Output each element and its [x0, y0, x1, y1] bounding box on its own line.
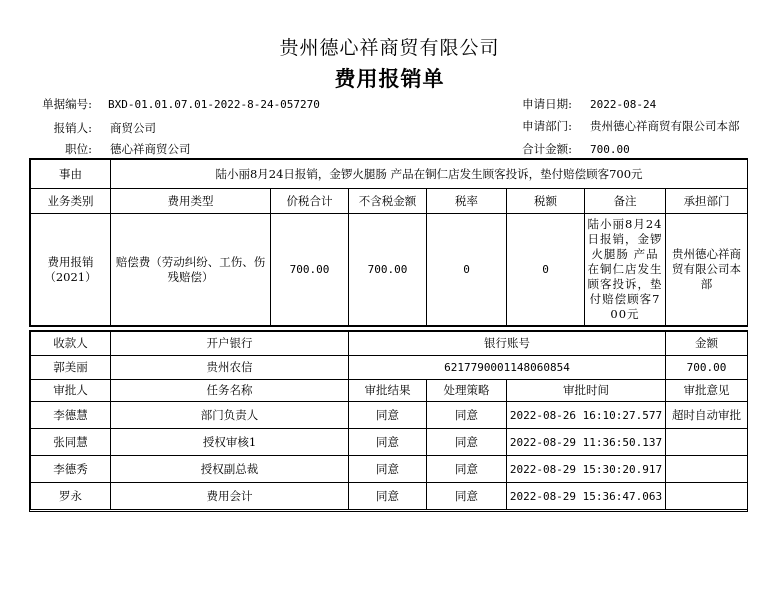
- company-name: 贵州德心祥商贸有限公司: [279, 37, 500, 59]
- header-time: 审批时间: [507, 380, 666, 402]
- header-strategy: 处理策略: [427, 380, 507, 402]
- expense-total-with-tax: 700.00: [271, 214, 349, 326]
- position-value: 德心祥商贸公司: [110, 142, 191, 156]
- header-opinion: 审批意见: [666, 380, 748, 402]
- expense-category: 费用报销（2021）: [31, 214, 111, 326]
- expense-tax: 0: [507, 214, 585, 326]
- approval-time: 2022-08-29 15:30:20.917: [507, 456, 666, 483]
- header-total-with-tax: 价税合计: [271, 189, 349, 214]
- header-tax: 税额: [507, 189, 585, 214]
- expense-type: 赔偿费（劳动纠纷、工伤、伤残赔偿）: [111, 214, 271, 326]
- approval-result: 同意: [349, 429, 427, 456]
- approval-task: 部门负责人: [111, 402, 349, 429]
- approval-strategy: 同意: [427, 402, 507, 429]
- header-dept: 承担部门: [666, 189, 748, 214]
- doc-no-label: 单据编号:: [42, 97, 92, 111]
- approval-time: 2022-08-29 11:36:50.137: [507, 429, 666, 456]
- approver-name: 罗永: [31, 483, 111, 510]
- approval-time: 2022-08-29 15:36:47.063: [507, 483, 666, 510]
- applicant-label: 报销人:: [53, 121, 92, 135]
- date-label: 申请日期:: [522, 97, 572, 111]
- meta-position: [40, 141, 191, 157]
- approval-task: 费用会计: [111, 483, 349, 510]
- approver-name: 张同慧: [31, 429, 111, 456]
- header-approver: 审批人: [31, 380, 111, 402]
- expense-table-border: [29, 158, 748, 327]
- payee-account: 6217790001148060854: [349, 356, 666, 380]
- approver-name: 李德秀: [31, 456, 111, 483]
- payee-amount: 700.00: [666, 356, 748, 380]
- approval-result: 同意: [349, 483, 427, 510]
- approval-strategy: 同意: [427, 429, 507, 456]
- applicant-value: 商贸公司: [110, 121, 156, 135]
- payee-bank: 贵州农信: [111, 356, 349, 380]
- doc-no-value: BXD-01.01.07.01-2022-8-24-057270: [108, 98, 320, 111]
- payee-name: 郭美丽: [31, 356, 111, 380]
- header-note: 备注: [585, 189, 666, 214]
- header-amount: 金额: [666, 332, 748, 356]
- header-account: 银行账号: [349, 332, 666, 356]
- header-type: 费用类型: [111, 189, 271, 214]
- meta-dept: [516, 118, 740, 134]
- position-label: 职位:: [65, 142, 92, 156]
- expense-dept: 贵州德心祥商贸有限公司本部: [666, 214, 748, 326]
- expense-amount-ex-tax: 700.00: [349, 214, 427, 326]
- reason-text: 陆小丽8月24日报销，金锣火腿肠 产品在铜仁店发生顾客投诉，垫付赔偿顾客700元: [111, 160, 748, 189]
- meta-doc-no: [40, 96, 320, 112]
- header-amount-ex-tax: 不含税金额: [349, 189, 427, 214]
- document-title: 费用报销单: [334, 66, 445, 91]
- total-label: 合计金额:: [522, 142, 572, 156]
- approval-strategy: 同意: [427, 456, 507, 483]
- header-category: 业务类别: [31, 189, 111, 214]
- meta-date: [516, 96, 656, 112]
- expense-tax-rate: 0: [427, 214, 507, 326]
- header-task: 任务名称: [111, 380, 349, 402]
- approval-result: 同意: [349, 456, 427, 483]
- header-tax-rate: 税率: [427, 189, 507, 214]
- payee-approval-table-border: [29, 330, 748, 512]
- header-payee: 收款人: [31, 332, 111, 356]
- approval-task: 授权审核1: [111, 429, 349, 456]
- approval-result: 同意: [349, 402, 427, 429]
- date-value: 2022-08-24: [590, 98, 657, 111]
- approval-opinion: 超时自动审批: [666, 402, 748, 429]
- dept-label: 申请部门:: [522, 119, 572, 133]
- expense-note: 陆小丽8月24日报销，金锣火腿肠 产品在铜仁店发生顾客投诉，垫付赔偿顾客700元: [585, 214, 666, 326]
- approval-strategy: 同意: [427, 483, 507, 510]
- header-bank: 开户银行: [111, 332, 349, 356]
- header-result: 审批结果: [349, 380, 427, 402]
- approval-time: 2022-08-26 16:10:27.577: [507, 402, 666, 429]
- approval-task: 授权副总裁: [111, 456, 349, 483]
- reason-label: 事由: [31, 160, 111, 189]
- approver-name: 李德慧: [31, 402, 111, 429]
- meta-total: [516, 141, 630, 157]
- total-value: 700.00: [590, 143, 630, 156]
- meta-applicant: [40, 120, 156, 136]
- dept-value: 贵州德心祥商贸有限公司本部: [590, 119, 740, 133]
